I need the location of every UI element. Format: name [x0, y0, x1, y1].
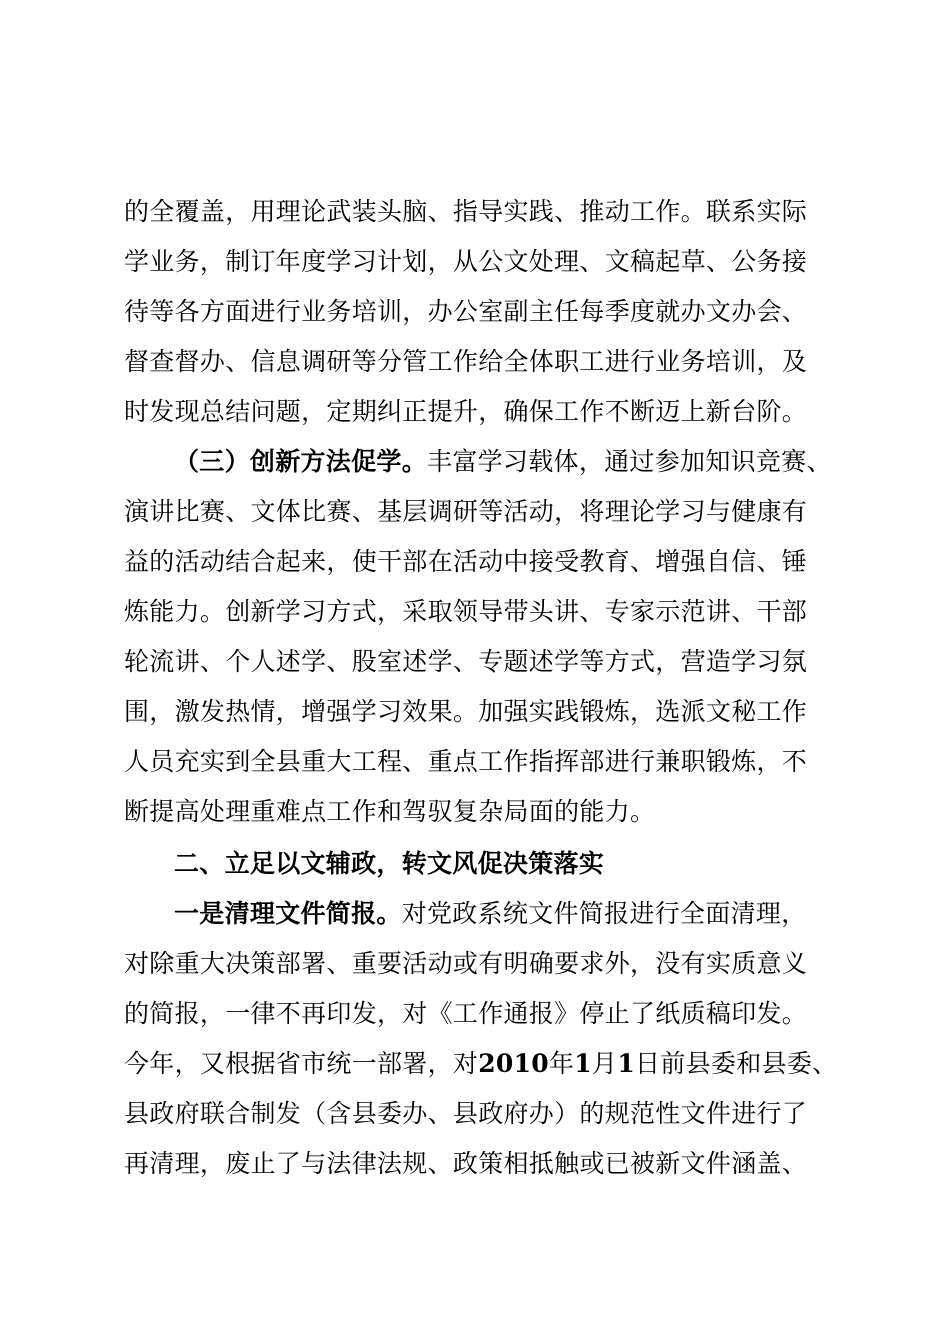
subsection-heading: 一是清理文件简报。 — [174, 899, 402, 928]
line-text: 月 — [592, 1049, 618, 1078]
line-text: 丰富学习载体，通过参加知识竞赛、 — [427, 447, 832, 476]
text-line — [124, 1096, 844, 1132]
line-text: 待等各方面进行业务培训，办公室副主任每季度就办文办会、 — [124, 297, 808, 326]
line-text: 再清理，废止了与法律法规、政策相抵触或已被新文件涵盖、 — [124, 1149, 808, 1178]
text-line — [124, 946, 844, 982]
text-line — [124, 194, 844, 230]
text-line — [124, 244, 844, 280]
text-line — [124, 594, 844, 630]
line-text: 围，激发热情，增强学习效果。加强实践锻炼，选派文秘工作 — [124, 697, 808, 726]
line-text: 轮流讲、个人述学、股室述学、专题述学等方式，营造学习氛 — [124, 647, 808, 676]
line-text: 对除重大决策部署、重要活动或有明确要求外，没有实质意义 — [124, 949, 808, 978]
line-text: 今年，又根据省市统一部署，对 — [124, 1049, 479, 1078]
section-heading: 二、立足以文辅政，转文风促决策落实 — [174, 849, 605, 878]
day-number: 1 — [617, 1049, 636, 1078]
text-line — [124, 1146, 844, 1182]
text-line — [124, 294, 844, 330]
line-text: 对党政系统文件简报进行全面清理， — [401, 899, 807, 928]
line-text: 演讲比赛、文体比赛、基层调研等活动，将理论学习与健康有 — [124, 497, 808, 526]
month-number: 1 — [574, 1049, 592, 1078]
text-line — [124, 644, 844, 680]
subsection-heading: （三）创新方法促学。 — [174, 447, 428, 476]
text-line — [124, 744, 844, 780]
text-line — [124, 394, 844, 430]
text-line — [124, 544, 844, 580]
line-text: 学业务，制订年度学习计划，从公文处理、文稿起草、公务接 — [124, 247, 808, 276]
line-text: 人员充实到全县重大工程、重点工作指挥部进行兼职锻炼，不 — [124, 747, 808, 776]
text-line — [124, 1046, 844, 1082]
subsection-line — [174, 444, 894, 480]
line-text: 益的活动结合起来，使干部在活动中接受教育、增强自信、锤 — [124, 547, 808, 576]
line-text: 的全覆盖，用理论武装头脑、指导实践、推动工作。联系实际 — [124, 197, 808, 226]
text-line — [124, 996, 844, 1032]
line-text: 督查督办、信息调研等分管工作给全体职工进行业务培训，及 — [124, 347, 808, 376]
line-text: 县政府联合制发（含县委办、县政府办）的规范性文件进行了 — [124, 1099, 808, 1128]
line-text: 时发现总结问题，定期纠正提升，确保工作不断迈上新台阶。 — [124, 397, 808, 426]
text-line — [124, 794, 844, 830]
text-line — [124, 494, 844, 530]
line-text: 炼能力。创新学习方式，采取领导带头讲、专家示范讲、干部 — [124, 597, 808, 626]
line-text: 的简报，一律不再印发，对《工作通报》停止了纸质稿印发。 — [124, 999, 808, 1028]
subsection-line — [174, 896, 894, 932]
line-text: 日前县委和县委、 — [635, 1049, 838, 1078]
text-line — [124, 344, 844, 380]
year-number: 2010 — [478, 1049, 549, 1078]
line-text: 年 — [548, 1049, 575, 1078]
section-heading-line — [174, 846, 894, 882]
text-line — [124, 694, 844, 730]
line-text: 断提高处理重难点工作和驾驭复杂局面的能力。 — [124, 797, 656, 826]
